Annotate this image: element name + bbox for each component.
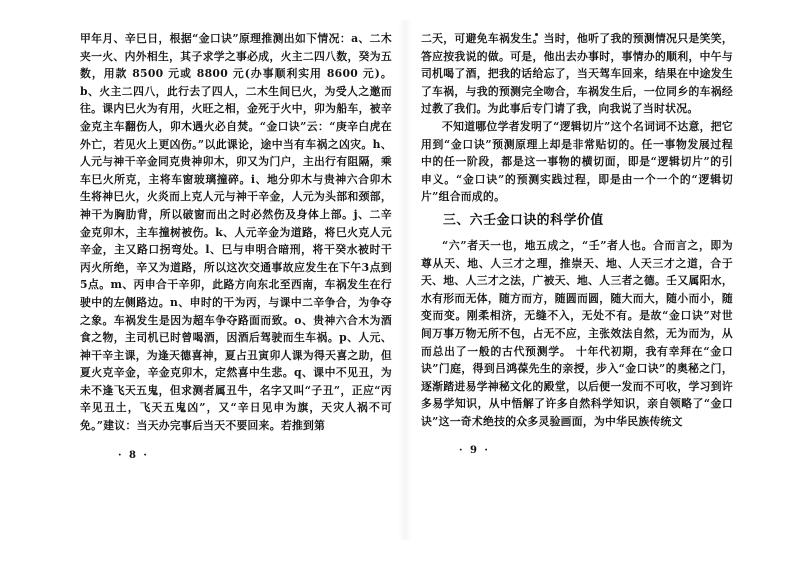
- right-page-paragraph-continued: 二天，可避免车祸发生。当时，他听了我的预测情况只是笑笑，答应按我说的做。可是，他出去办事时，事情办的顺利，中午与司机喝了酒，把我的话给忘了，当天驾车回来，结果在中途发生了车祸，与我的预测完全吻合，车祸发生后，一位同乡的车祸经过教了我们。为此事后专门请了我，向我说了当时状况。: [421, 32, 733, 116]
- book-gutter: [398, 20, 412, 540]
- section-heading: 三、六壬金口诀的科学价值: [443, 212, 604, 228]
- right-page-paragraph-scientific-value: “六”者天一也，地五成之，“壬”者人也。合而言之，即为尊从天、地、人三才之理，推崇天、地、人天三才之道，合于天、地、人三才之法，广被天、地、人三者之德。壬又属阳水，水有形而无体，随方而方，随圆而圆，随大而大，随小而小，随变而变。刚柔相济，无缝不入，无处不有。是故“金口诀”对世间万事万物无所不包，占无不应，主张效法自然，无为而为，从而总出了一般的古代预测学。 十年代初期，我有幸拜在“金口诀”门庭，得到吕鸿葆先生的亲授，步入“金口诀”的奥秘之门，逐渐踏进易学神秘文化的殿堂，以后便一发而不可收，学习到许多易学知识，从中悟解了许多自然科学知识，亲自领略了“金口诀”这一奇术绝技的众多灵验画面，为中华民族传统文: [421, 238, 733, 428]
- left-page-paragraph: 甲年月、辛巳日，根据“金口诀”原理推测出如下情况：a、二木夹一火、内外相生，其子求学之事必成，火主二四八数，癸为五数，用款 8500 元或 8800 元(办事顺利实用 8600 元)。b、火主二四八，此行去了四人，二木生间巳火，为受人之邀而往。课内巳火为有用，火旺之相，金死于火中，卯为船车，被辛金克主车翻伤人，卯木遇火必自焚。“金口诀”云：“庚辛白虎在外亡，若见火上更凶伤。”以此课论，途中当有车祸之凶灾。h、人元与神干辛金同克贵神卯木，卯又为门户，主出行有阻隔，乘车巳火所克，主将车窗玻璃撞碎。i、地分卯木与贵神六合卯木生将神巳火，火炎而上克人元与神干辛金，人元为头部和颈部，神干为胸肋背，所以破窗而出之时必然伤及身体上部。j、二辛金克卯木，主车撞树被伤。k、人元辛金为道路，将巳火克人元辛金，主又路口拐弯处。l、巳与申明合暗刑，将干癸水被时干丙火所绝，辛又为道路，所以这次交通事故应发生在下午3点到5点。m、丙申合干辛卯，此路方向东北至西南，车祸发生在行驶中的左侧路边。n、申时的干为丙，与课中二辛争合，为争夺之象。车祸发生是因为超车争夺路面而致。o、贵神六合木为酒食之物，主司机已时曾喝酒，因酒后驾驶而生车祸。p、人元、神干辛主课，为逢天德喜神，夏占丑寅卯人课为得天喜之助，但夏火克辛金，辛金克卯木，定然喜中生悲。q、课中不见丑，为未不逢飞天五鬼，但求测者属丑牛，名字又叫“子丑”，正应“丙辛见丑土，飞天五鬼凶”，又“辛日见申为旗，天灾人祸不可免。”建议：当天办完事后当天不要回来。若推到第: [80, 32, 392, 433]
- right-page-number: · 9 ·: [459, 445, 490, 457]
- right-page-paragraph-logic-slice: 不知道哪位学者发明了“逻辑切片”这个名词词不达意，把它用到“金口诀”预测原理上却是非常贴切的。任一事物发展过程中的任一阶段，都是这一事物的横切面，即是“逻辑切片”的引申义。“金口诀”的预测实践过程，即是由一个一个的“逻辑切片”组合而成的。: [421, 119, 733, 204]
- left-page-number: · 8 ·: [118, 449, 149, 461]
- left-page: [80, 30, 392, 461]
- right-page: [421, 30, 733, 457]
